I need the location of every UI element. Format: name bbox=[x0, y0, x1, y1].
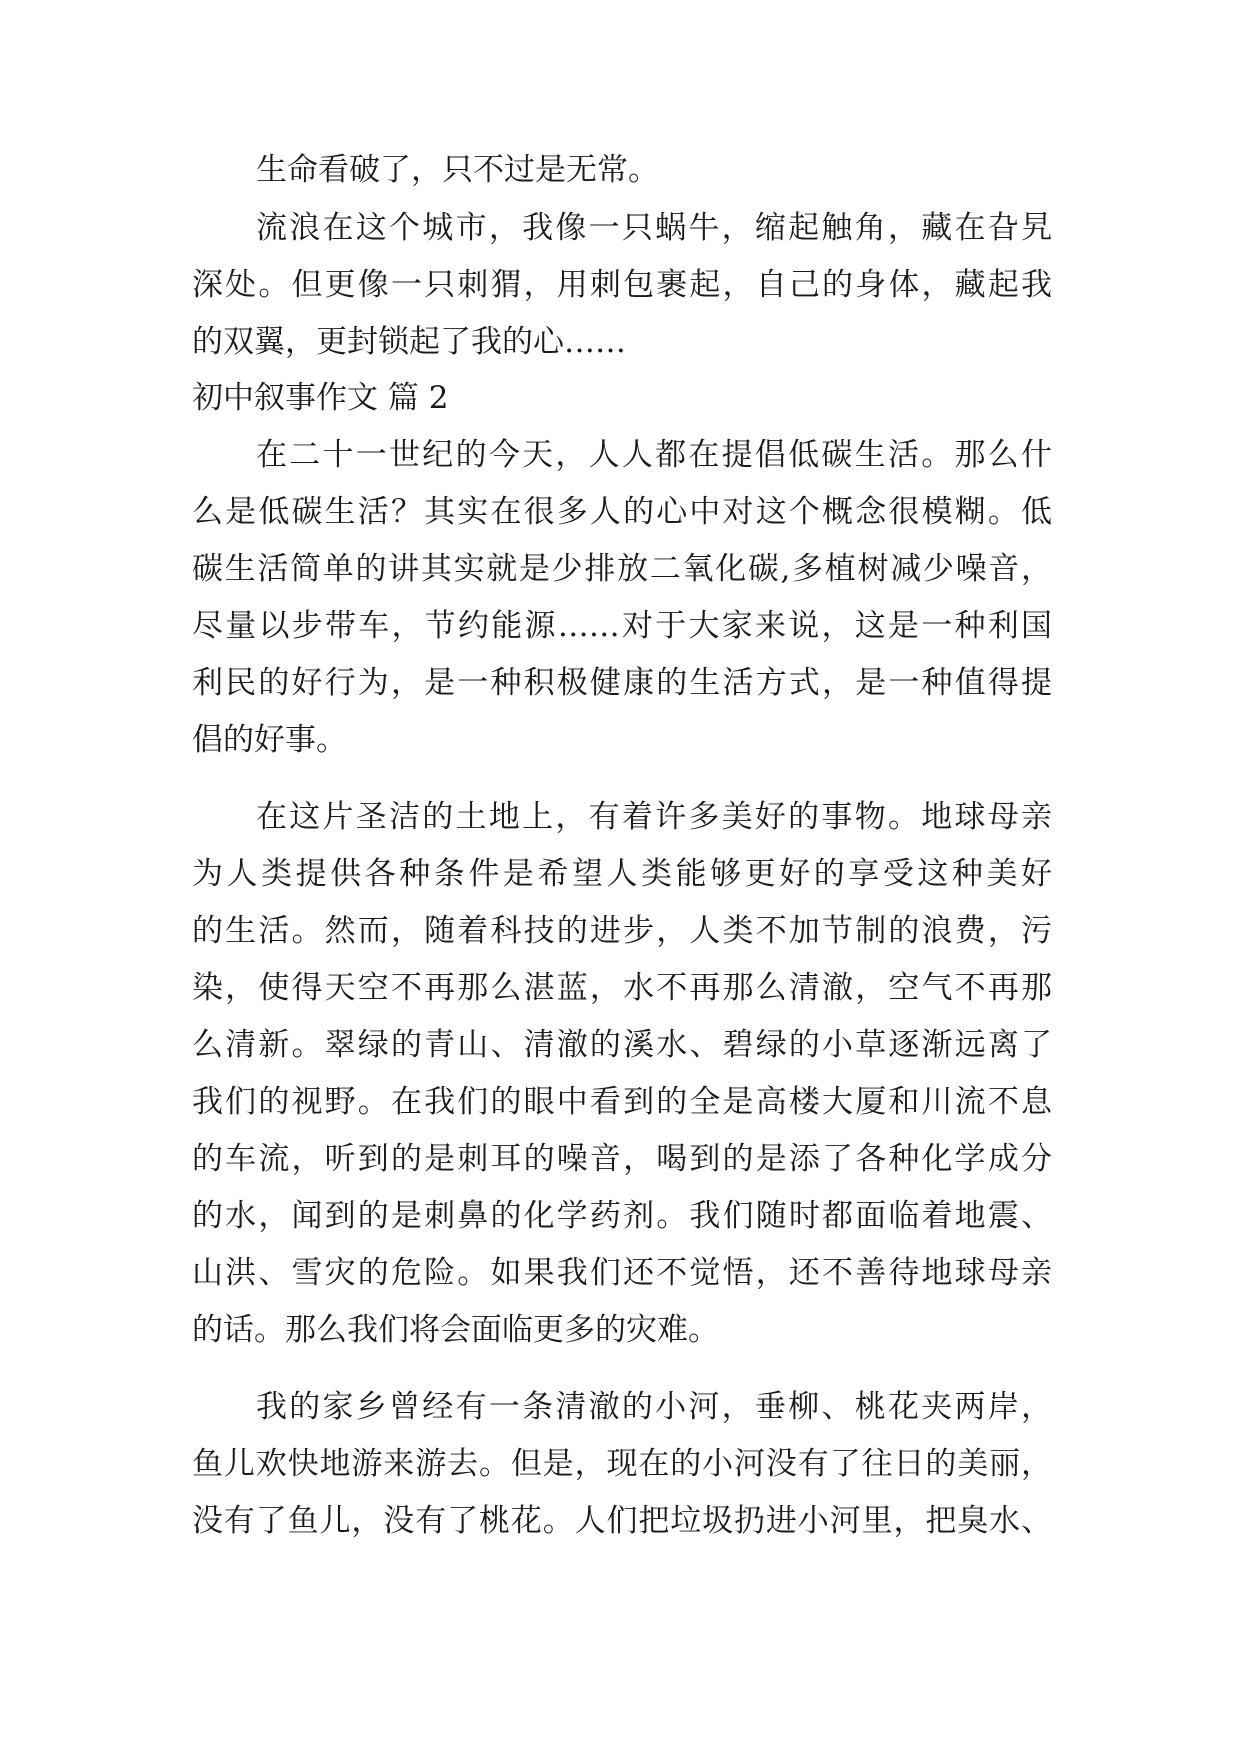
paragraph-line: 我的家乡曾经有一条清澈的小河，垂柳、桃花夹两岸， bbox=[256, 1389, 1052, 1425]
paragraph-line: 深处。但更像一只刺猬，用刺包裹起，自己的身体，藏起我 bbox=[192, 267, 1052, 303]
paragraph-line: 山洪、雪灾的危险。如果我们还不觉悟，还不善待地球母亲 bbox=[192, 1255, 1052, 1291]
paragraph-line: 利民的好行为，是一种积极健康的生活方式，是一种值得提 bbox=[192, 665, 1052, 701]
paragraph-line: 的生活。然而，随着科技的进步，人类不加节制的浪费，污 bbox=[192, 913, 1052, 949]
paragraph-line: 么清新。翠绿的青山、清澈的溪水、碧绿的小草逐渐远离了 bbox=[192, 1027, 1052, 1063]
paragraph-line: 在二十一世纪的今天，人人都在提倡低碳生活。那么什 bbox=[256, 437, 1052, 473]
section-heading: 初中叙事作文 篇 2 bbox=[192, 380, 449, 416]
paragraph-line: 没有了鱼儿，没有了桃花。人们把垃圾扔进小河里，把臭水、 bbox=[192, 1503, 1052, 1539]
paragraph-line: 染，使得天空不再那么湛蓝，水不再那么清澈，空气不再那 bbox=[192, 970, 1052, 1006]
paragraph-line: 尽量以步带车，节约能源……对于大家来说，这是一种利国 bbox=[192, 608, 1052, 644]
paragraph-line: 的车流，听到的是刺耳的噪音，喝到的是添了各种化学成分 bbox=[192, 1141, 1052, 1177]
paragraph-line: 流浪在这个城市，我像一只蜗牛，缩起触角，藏在旮旯 bbox=[256, 210, 1052, 246]
paragraph-line: 的话。那么我们将会面临更多的灾难。 bbox=[192, 1312, 719, 1348]
paragraph-line: 倡的好事。 bbox=[192, 722, 347, 758]
paragraph-line: 鱼儿欢快地游来游去。但是，现在的小河没有了往日的美丽， bbox=[192, 1446, 1052, 1482]
paragraph-line: 我们的视野。在我们的眼中看到的全是高楼大厦和川流不息 bbox=[192, 1084, 1052, 1120]
paragraph-line: 为人类提供各种条件是希望人类能够更好的享受这种美好 bbox=[192, 856, 1052, 892]
paragraph-line: 的双翼，更封锁起了我的心…… bbox=[192, 324, 626, 360]
paragraph-line: 生命看破了，只不过是无常。 bbox=[256, 152, 659, 188]
paragraph-line: 碳生活简单的讲其实就是少排放二氧化碳,多植树减少噪音， bbox=[192, 551, 1052, 587]
paragraph-line: 的水，闻到的是刺鼻的化学药剂。我们随时都面临着地震、 bbox=[192, 1198, 1052, 1234]
paragraph-line: 在这片圣洁的土地上，有着许多美好的事物。地球母亲 bbox=[256, 799, 1052, 835]
paragraph-line: 么是低碳生活？其实在很多人的心中对这个概念很模糊。低 bbox=[192, 494, 1052, 530]
